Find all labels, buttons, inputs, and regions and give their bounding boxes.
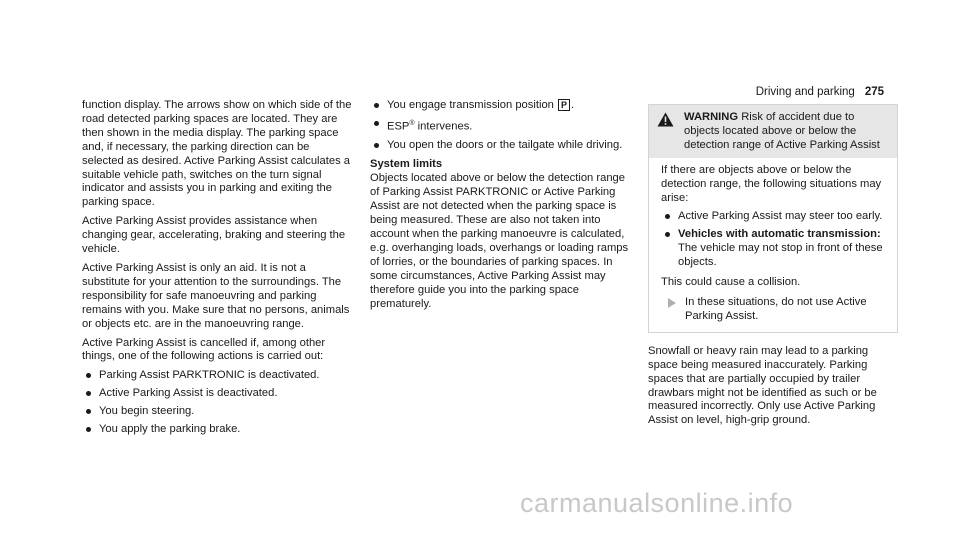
- bullet-icon: [86, 373, 91, 378]
- bullet-icon: [374, 143, 379, 148]
- paragraph: Active Parking Assist is cancelled if, among other things, one of the following actions is carried out:: [82, 336, 326, 363]
- bullet-icon: [86, 409, 91, 414]
- warning-label: WARNING: [684, 111, 739, 123]
- action-step: [661, 296, 885, 324]
- bullet-icon: [374, 103, 379, 108]
- cancel-conditions-list: [82, 369, 354, 437]
- paragraph: function display. The arrows show on which side of the road detected parking spaces are located. They are then shown in the media display. The parking space and, if necessary, the parking direction can be selected as desired. Active Parking Assist calculates a suitable vehicle path, switches on the turn signal indicator and assists you in parking and exiting the parking space.: [82, 99, 352, 209]
- list-item: You engage transmission position P .: [370, 99, 632, 113]
- warning-list: [661, 210, 885, 270]
- column-left: [82, 99, 354, 443]
- action-text: In these situations, do not use Active Parking Assist.: [685, 295, 867, 322]
- paragraph: Active Parking Assist is only an aid. It is not a substitute for your attention to the surroundings. The responsibility for safe manoeuvring and parking remains with you. Make sure that no persons, animals or objects etc. are in the manoeuvring range.: [82, 261, 350, 330]
- bullet-icon: [374, 121, 379, 126]
- paragraph: Snowfall or heavy rain may lead to a parking space being measured inaccurately. Parking spaces that are partially occupied by trailer drawbars might not be identified as such or be measured incorrectly. Only use Active Parking Assist on level, high-grip ground.: [648, 344, 877, 427]
- bullet-icon: [665, 214, 670, 219]
- list-item: Active Parking Assist may steer too early.: [661, 210, 885, 224]
- cancel-conditions-list-cont: [370, 99, 632, 152]
- list-item: Vehicles with automatic transmission: The vehicle may not stop in front of these objects.: [661, 228, 885, 270]
- section-title: Driving and parking: [755, 86, 855, 98]
- bullet-icon: [665, 232, 670, 237]
- paragraph: This could cause a collision.: [661, 276, 801, 289]
- bullet-icon: [86, 391, 91, 396]
- subheading-system-limits: System limits: [370, 158, 443, 171]
- warning-heading: [684, 111, 889, 153]
- warning-body: [649, 158, 897, 332]
- page-number: 275: [864, 86, 884, 98]
- list-item: You open the doors or the tailgate while driving.: [370, 139, 632, 153]
- play-arrow-icon: [667, 298, 677, 308]
- list-item: Parking Assist PARKTRONIC is deactivated.: [82, 369, 354, 383]
- bullet-icon: [86, 427, 91, 432]
- warning-triangle-icon: [657, 112, 674, 127]
- column-middle: [370, 99, 632, 316]
- paragraph: If there are objects above or below the detection range, the following situations may arise:: [661, 163, 882, 204]
- paragraph: Objects located above or below the detection range of Parking Assist PARKTRONIC or Active Parking Assist are not detected when the parking space is being measured. These are also not taken into account when the parking manoeuvre is calculated, e.g. overhanging loads, overhangs or loading ramps of lorries, or the boundaries of parking spaces. In some circumstances, Active Parking Assist may therefore guide you into the parking space prematurely.: [370, 172, 629, 310]
- gear-p-symbol: P: [558, 99, 570, 111]
- warning-heading-text: Risk of accident due to objects located above or below the detection range of Active Parking Assist: [684, 111, 880, 151]
- list-item: ESP® intervenes.: [370, 117, 632, 135]
- list-item: You apply the parking brake.: [82, 423, 354, 437]
- paragraph: Active Parking Assist provides assistance when changing gear, accelerating, braking and steering the vehicle.: [82, 215, 346, 256]
- warning-box: [648, 104, 898, 333]
- page-header: [756, 86, 884, 100]
- warning-header: [649, 105, 897, 158]
- column-right: [648, 99, 898, 433]
- watermark: carmanualsonline.info: [520, 488, 794, 518]
- list-item: Active Parking Assist is deactivated.: [82, 387, 354, 401]
- list-item: You begin steering.: [82, 405, 354, 419]
